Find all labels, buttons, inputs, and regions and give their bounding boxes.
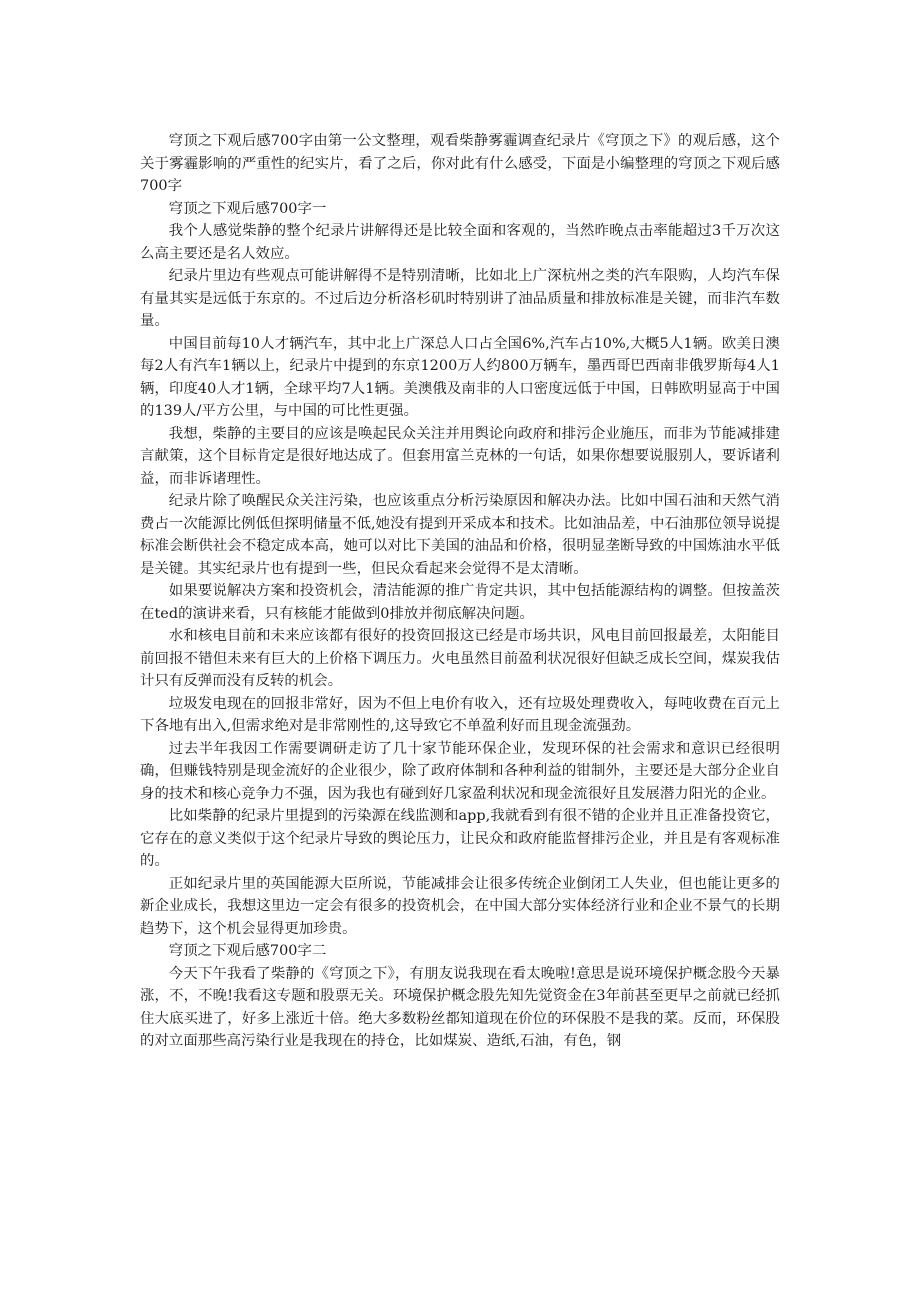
body-paragraph: 水和核电目前和未来应该都有很好的投资回报这已经是市场共识，风电目前回报最差，太阳能目前回报不错但未来有巨大的上价格下调压力。火电虽然目前盈利状况很好但缺乏成长空间，煤炭我估计只有反弹而没有反转的机会。	[140, 628, 780, 689]
body-paragraph: 纪录片除了唤醒民众关注污染，也应该重点分析污染原因和解决办法。比如中国石油和天然气消费占一次能源比例低但探明储量不低,她没有提到开采成本和技术。比如油品差，中石油那位领导说提标准会断供社会不稳定成本高，她可以对比下美国的油品和价格，很明显垄断导致的中国炼油水平低是关键。其实纪录片也有提到一些，但民众看起来会觉得不是太清晰。	[140, 493, 781, 577]
section-heading-2: 穹顶之下观后感700字二	[168, 943, 327, 959]
body-paragraph: 过去半年我因工作需要调研走访了几十家节能环保企业，发现环保的社会需求和意识已经很明确，但赚钱特别是现金流好的企业很少，除了政府体制和各种利益的钳制外，主要还是大部分企业自身的技术和核心竞争力不强，因为我也有碰到好几家盈利状况和现金流很好且发展潜力阳光的企业。	[140, 740, 780, 802]
section-heading-1: 穹顶之下观后感700字一	[168, 200, 327, 217]
body-paragraph: 今天下午我看了柴静的《穹顶之下》，有朋友说我现在看太晚啦!意思是说环境保护概念股今天暴涨，不，不晚!我看这专题和股票无关。环境保护概念股先知先觉资金在3年前甚至更早之前就已经抓住大底买进了，好多上涨近十倍。绝大多数粉丝都知道现在价位的环保股不是我的菜。反而，环保股的对立面那些高污染行业是我现在的持仓，比如煤炭、造纸,石油，有色，钢	[140, 965, 780, 1049]
body-paragraph: 比如柴静的纪录片里提到的污染源在线监测和app,我就看到有很不错的企业并且正准备投资它，它存在的意义类似于这个纪录片导致的舆论压力，让民众和政府能监督排污企业，并且是有客观标准的。	[140, 808, 780, 869]
body-paragraph: 垃圾发电现在的回报非常好，因为不但上电价有收入，还有垃圾处理费收入，每吨收费在百元上下各地有出入,但需求绝对是非常刚性的,这导致它不单盈利好而且现金流强劲。	[140, 695, 780, 734]
body-paragraph: 正如纪录片里的英国能源大臣所说，节能减排会让很多传统企业倒闭工人失业，但也能让更多的新企业成长，我想这里边一定会有很多的投资机会，在中国大部分实体经济行业和企业不景气的长期趋势下，这个机会显得更加珍贵。	[140, 875, 780, 937]
intro-paragraph: 穹顶之下观后感700字由第一公文整理，观看柴静雾霾调查纪录片《穹顶之下》的观后感，这个关于雾霾影响的严重性的纪实片，看了之后，你对此有什么感受，下面是小编整理的穹顶之下观后感700字	[140, 133, 780, 194]
body-paragraph: 如果要说解决方案和投资机会，清洁能源的推广肯定共识，其中包括能源结构的调整。但按盖茨在ted的演讲来看，只有核能才能做到0排放并彻底解决问题。	[140, 583, 780, 622]
body-paragraph: 纪录片里边有些观点可能讲解得不是特别清晰，比如北上广深杭州之类的汽车限购，人均汽车保有量其实是远低于东京的。不过后边分析洛杉矶时特别讲了油品质量和排放标准是关键，而非汽车数量。	[140, 268, 780, 329]
body-paragraph: 我个人感觉柴静的整个纪录片讲解得还是比较全面和客观的，当然昨晚点击率能超过3千万次这么高主要还是名人效应。	[140, 223, 780, 262]
body-paragraph: 中国目前每10人才辆汽车，其中北上广深总人口占全国6%,汽车占10%,大概5人1辆。欧美日澳每2人有汽车1辆以上，纪录片中提到的东京1200万人约800万辆车，墨西哥巴西南非俄罗斯每4人1辆，印度40人才1辆，全球平均7人1辆。美澳俄及南非的人口密度远低于中国，日韩欧明显高于中国的139人/平方公里，与中国的可比性更强。	[140, 335, 780, 419]
body-paragraph: 我想，柴静的主要目的应该是唤起民众关注并用舆论向政府和排污企业施压，而非为节能减排建言献策，这个目标肯定是很好地达成了。但套用富兰克林的一句话，如果你想要说服别人，要诉诸利益，而非诉诸理性。	[140, 425, 780, 487]
document-body	[140, 130, 780, 1053]
